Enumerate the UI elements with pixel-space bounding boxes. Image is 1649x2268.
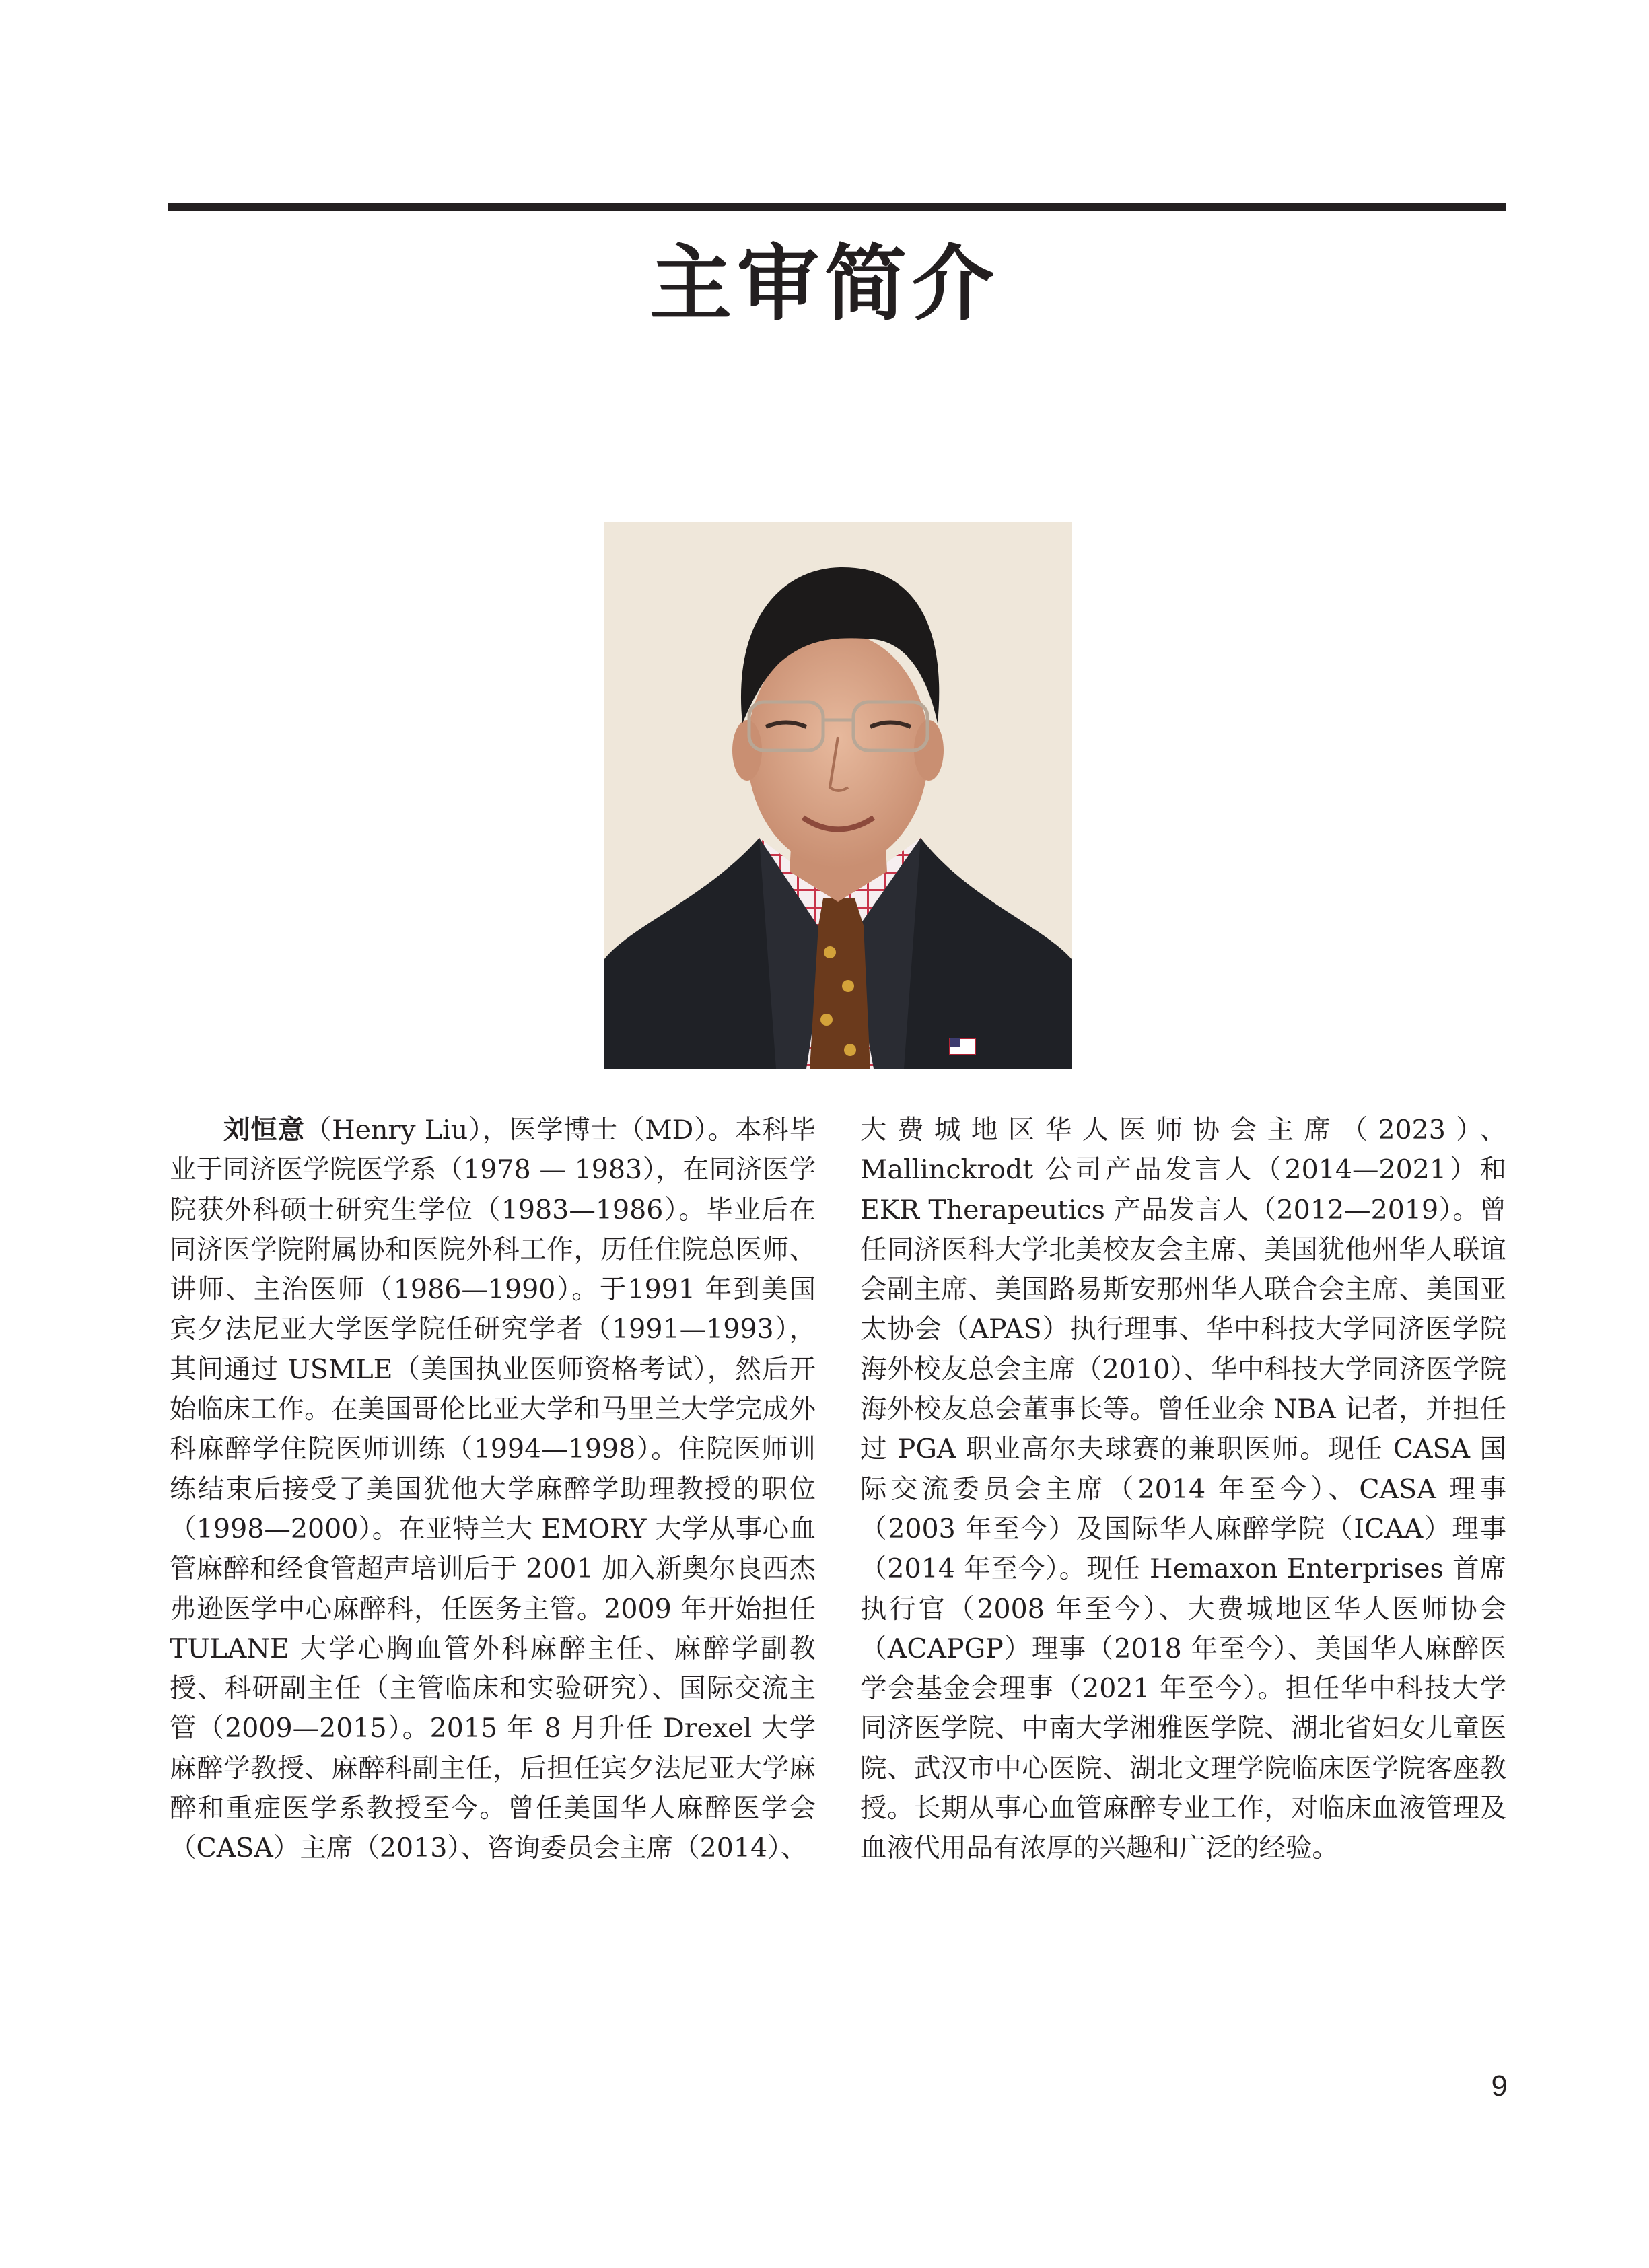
bio-name: 刘恒意 (223, 1114, 305, 1145)
bio-left-text: （Henry Liu），医学博士（MD）。本科毕业于同济医学院医学系（1978 — 1983），在同济医学院获外科硕士研究生学位（1983—1986）。毕业后在同济医学院附属协和医院外科工作，历任住院总医师、讲师、主治医师（1986—1990）。于1991 年到美国宾夕法尼亚大学医学院任研究学者（1991—1993），其间通过 USMLE（美国执业医师资格考试），然后开始临床工作。在美国哥伦比亚大学和马里兰大学完成外科麻醉学住院医师训练（1994—1998）。住院医师训练结束后接受了美国犹他大学麻醉学助理教授的职位（1998—2000）。在亚特兰大 EMORY 大学从事心血管麻醉和经食管超声培训后于 2001 加入新奥尔良西杰弗逊医学中心麻醉科，任医务主管。2009 年开始担任 TULANE 大学心胸血管外科麻醉主任、麻醉学副教授、科研副主任（主管临床和实验研究）、国际交流主管（2009—2015）。2015 年 8 月升任 Drexel 大学麻醉学教授、麻醉科副主任，后担任宾夕法尼亚大学麻醉和重症医学系教授至今。曾任美国华人麻醉医学会（CASA）主席（2013）、咨询委员会主席（2014）、 (170, 1114, 816, 1864)
page-title: 主审简介 (650, 236, 999, 332)
bio-right-text: 大费城地区华人医师协会主席（2023）、Mallinckrodt 公司产品发言人（2014—2021）和 EKR Therapeutics 产品发言人（2012—2019）。曾任同济医科大学北美校友会主席、美国犹他州华人联谊会副主席、美国路易斯安那州华人联合会主席、美国亚太协会（APAS）执行理事、华中科技大学同济医学院海外校友总会主席（2010）、华中科技大学同济医学院海外校友总会董事长等。曾任业余 NBA 记者，并担任过 PGA 职业高尔夫球赛的兼职医师。现任 CASA 国际交流委员会主席（2014 年至今）、CASA 理事（2003 年至今）及国际华人麻醉学院（ICAA）理事（2014 年至今）。现任 Hemaxon Enterprises 首席执行官（2008 年至今）、大费城地区华人医师协会（ACAPGP）理事（2018 年至今）、美国华人麻醉医学会基金会理事（2021 年至今）。担任华中科技大学同济医学院、中南大学湘雅医学院、湖北省妇女儿童医院、武汉市中心医院、湖北文理学院临床医学院客座教授。长期从事心血管麻醉专业工作，对临床血液管理及血液代用品有浓厚的兴趣和广泛的经验。 (860, 1114, 1506, 1864)
top-rule (168, 203, 1506, 211)
bio-left-column (170, 1110, 816, 1869)
bio-paragraph (170, 1110, 816, 1869)
portrait-photo (604, 522, 1072, 1069)
portrait-illustration (604, 522, 1072, 1069)
bio-right-column (860, 1110, 1506, 1869)
page-number: 9 (1491, 2069, 1508, 2102)
